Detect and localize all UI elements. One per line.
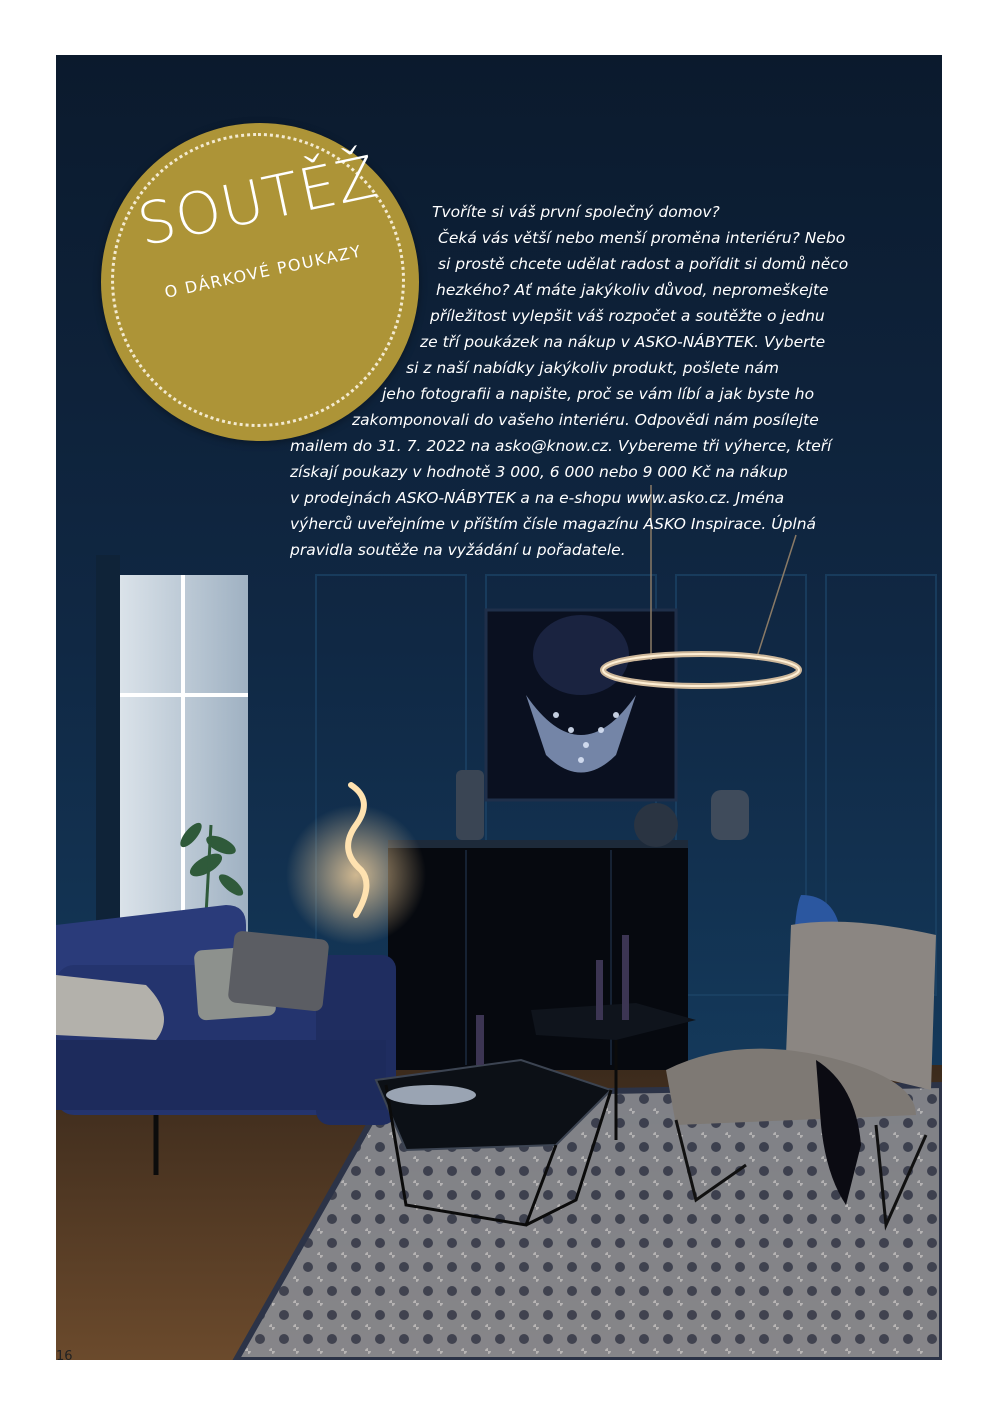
text-line: v prodejnách ASKO-NÁBYTEK a na e-shopu www.asko.cz. Jména	[290, 489, 785, 507]
text-line: příležitost vylepšit váš rozpočet a soutěžte o jednu	[430, 307, 825, 325]
text-line: mailem do 31. 7. 2022 na asko@know.cz. Vybereme tři výherce, kteří	[290, 437, 832, 455]
text-line: pravidla soutěže na vyžádání u pořadatele.	[290, 541, 626, 559]
badge-title: SOUTĚŽ	[131, 142, 384, 260]
text-line: Tvoříte si váš první společný domov?	[432, 203, 720, 221]
text-line: zakomponovali do vašeho interiéru. Odpovědi nám posílejte	[352, 411, 819, 429]
text-line: ze tří poukázek na nákup v ASKO-NÁBYTEK. Vyberte	[420, 333, 826, 351]
text-line: si prostě chcete udělat radost a pořídit si domů něco	[438, 255, 849, 273]
text-line: výherců uveřejníme v příštím čísle magazínu ASKO Inspirace. Úplná	[290, 515, 817, 533]
text-line: si z naší nabídky jakýkoliv produkt, pošlete nám	[406, 359, 779, 377]
text-line: hezkého? Ať máte jakýkoliv důvod, nepromeškejte	[436, 281, 829, 299]
text-line: získají poukazy v hodnotě 3 000, 6 000 nebo 9 000 Kč na nákup	[290, 463, 788, 481]
contest-badge	[101, 123, 419, 441]
badge-subtitle: O DÁRKOVÉ POUKAZY	[162, 241, 364, 302]
text-line: jeho fotografii a napište, proč se vám líbí a jak byste ho	[382, 385, 815, 403]
text-line: Čeká vás větší nebo menší proměna interiéru? Nebo	[438, 229, 846, 247]
page-number: 16	[56, 1349, 73, 1364]
